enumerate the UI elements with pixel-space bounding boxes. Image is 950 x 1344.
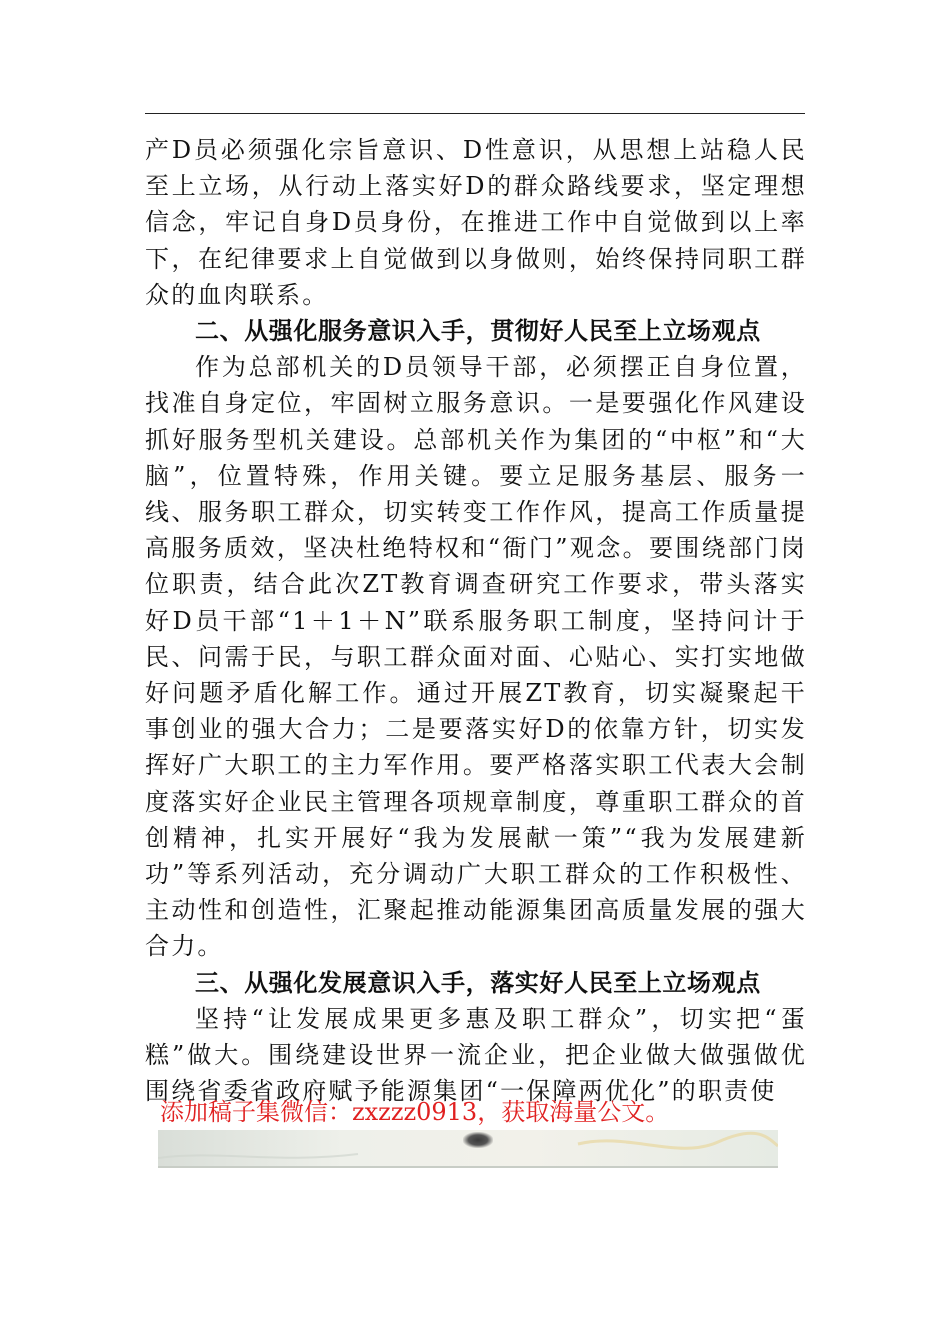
wechat-promo-note: 添加稿子集微信：zxzzz0913，获取海量公文。 bbox=[160, 1098, 670, 1126]
section-heading-2: 二、从强化服务意识入手，贯彻好人民至上立场观点 bbox=[195, 317, 761, 346]
paragraph-development: 坚持“让发展成果更多惠及职工群众”，切实把“蛋糕”做大。围绕建设世界一流企业，把企业做大做强做优围绕省委省政府赋予能源集团“一保障两优化”的职责使 bbox=[145, 1004, 807, 1106]
decorative-banner-image bbox=[158, 1130, 778, 1168]
paragraph-service: 作为总部机关的D员领导干部，必须摆正自身位置，找准自身定位，牢固树立服务意识。一是要强化作风建设抓好服务型机关建设。总部机关作为集团的“中枢”和“大脑”，位置特殊，作用关键。要立足服务基层、服务一线、服务职工群众，切实转变工作作风，提高工作质量提高服务质效，坚决杜绝特权和“衙门”观念。要围绕部门岗位职责，结合此次ZT教育调查研究工作要求，带头落实好D员干部“1＋1＋N”联系服务职工制度，坚持问计于民、问需于民，与职工群众面对面、心贴心、实打实地做好问题矛盾化解工作。通过开展ZT教育，切实凝聚起干事创业的强大合力；二是要落实好D的依靠方针，切实发挥好广大职工的主力军作用。要严格落实职工代表大会制度落实好企业民主管理各项规章制度，尊重职工群众的首创精神，扎实开展好“我为发展献一策”“我为发展建新功”等系列活动，充分调动广大职工群众的工作积极性、主动性和创造性，汇聚起推动能源集团高质量发展的强大合力。 bbox=[145, 353, 807, 961]
ink-blot-icon bbox=[463, 1132, 493, 1148]
document-body bbox=[145, 132, 807, 1109]
paragraph-continuation: 产D员必须强化宗旨意识、D性意识，从思想上站稳人民至上立场，从行动上落实好D的群众路线要求，坚定理想信念，牢记自身D员身份，在推进工作中自觉做到以上率下，在纪律要求上自觉做到以身做则，始终保持同职工群众的血肉联系。 bbox=[145, 136, 807, 309]
section-heading-3: 三、从强化发展意识入手，落实好人民至上立场观点 bbox=[195, 968, 761, 997]
header-rule bbox=[145, 113, 805, 114]
